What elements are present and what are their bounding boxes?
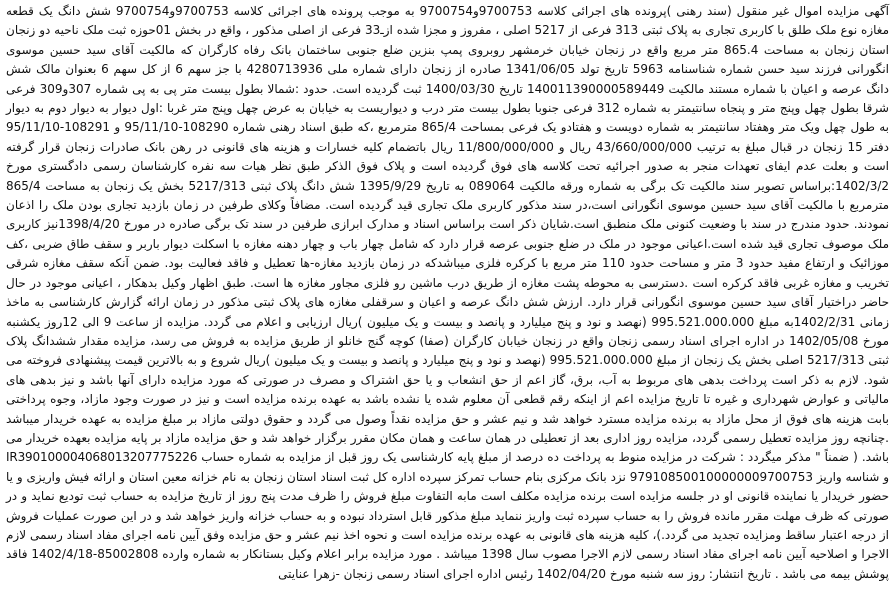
- auction-notice-text: آگهی مزایده اموال غیر منقول (سند رهنی )پرونده های اجرائی کلاسه 9700753و9700754 به موجب پرونده های اجرائی کلاسه 9700753و9700754 شش دانگ یک قطعه مغازه نوع ملک طلق با کاربری تجاری به پلاک ثبتی 313 فرعی از 5217 اصلی ، مفروز و مجزا شده ازـ33 فرعی از اصلی مذکور ، واقع در بخش 01حوزه ثبت ملک ناحیه دو زنجان استان زنجان به مساحت 865.4 متر مربع واقع در زنجان خیابان خرمشهر روبروی پمپ بنزین ضلع جنوبی ساختمان بانک رفاه کارگران که مالکیت آقای سید حسین موسوی انگورانی فرزند سید حسن شماره شناسنامه 5963 تاریخ تولد 1341/06/05 صادره از زنجان دارای شماره ملی 4280713936 با جز سهم 6 از کل سهم 6 بعنوان مالک شش دانگ عرصه و اعیان با شماره مستند مالکیت 140011390000589449 تاریخ 1400/03/30 ثبت گردیده است. حدود :شمالا بطول بیست متر پی به پی شماره 307و309 فرعی شرقا بطول چهل وپنج متر و پنجاه سانتیمتر به شماره 312 فرعی جنوبا بطول بیست متر درب و دیواریست به خیابان به عرض چهل وپنج متر غربا :اول دیوار به دیوار دوم به دیوار به طول چهل ویک متر وهفتاد سانتیمتر به شماره دویست و هفتادو یک فرعی بمساحت 865/4 مترمربع ،که طبق اسناد رهنی شماره 108290-95/11/10 و 108291-95/11/10 دفتر 15 زنجان در قبال مبلغ به ترتیب 43/660/000/000 ریال و 11/800/000/000 ریال باتضمام کلیه خسارات و هزینه های قانونی در رهن بانک صادرات زنجان قرار گرفته است و بعلت عدم ایفای تعهدات منجر به صدور اجرائیه تحت کلاسه های فوق گردیده است و پلاک فوق الذکر طبق نظر هیات سه نفره کارشناسان رسمی دادگستری مورخ 1402/3/2:براساس تصویر سند مالکیت تک برگی به شماره ورقه مالکیت 089064 به تاریخ 1395/9/29 شش دانگ پلاک ثبتی 5217/313 بخش یک زنجان به مساحت 865/4 مترمربع با مالکیت آقای سید حسین موسوی انگورانی است،در سند مذکور کاربری ملک تجاری قید گردیده است. مضافاً وکلای طرفین در زمان بازدید تجاری بودن ملک را اذعان نمودند. حدود مندرج در سند با وضعیت کنونی ملک منطبق است.شایان ذکر است براساس اسناد و مدارک ابرازی طرفین در سند تک برگی صادره در مورخ 1398/4/20نیز کاربری ملک موصوف تجاری قید شده است.اعیانی موجود در ملک در ضلع جنوبی عرصه قرار دارد که شامل چهار باب و چهار دهنه مغازه با اسکلت دیوار باربر و سقف طاق ضربی ،کف موزائیک و ارتفاع مفید حدود 3 متر و مساحت حدود 110 متر مربع با کرکره فلزی میباشدکه در زمان بازدید مغازه-ها تعطیل و فاقد فعالیت بود. ضمن آنکه سقف مغازه شرقی تخریب و مغازه غربی فاقد کرکره است .دسترسی به محوطه پشت مغازه از طریق درب ماشین رو فلزی مجاور مغازه ها است. طبق اظهار وکیل بدهکار ، اعیانی موجود در حال حاضر دراختیار آقای سید حسین موسوی انگورانی قرار دارد. ارزش شش دانگ عرصه و اعیان و سرقفلی مغازه های پلاک ثبتی مذکور در زمان ارائه گزارش کارشناسی به ماخذ زمانی 1402/2/31به مبلغ 995.521.000.000 (نهصد و نود و پنج میلیارد و پانصد و بیست و یک میلیون )ریال ارزیابی و اعلام می گردد. مزایده از ساعت 9 الی 12روز یکشنبه مورخ 1402/05/08 در اداره اجرای اسناد رسمی زنجان واقع در زنجان خیابان کارگران (صفا) کوچه گنج خانلو از طریق مزایده به فروش می رسد، مزایده مقدار ششدانگ پلاک ثبتی 5217/313 اصلی بخش یک زنجان از مبلغ 995.521.000.000 (نهصد و نود و پنج میلیارد و پانصد و بیست و یک میلیون )ریال شروع و به بالاترین قیمت پیشنهادی فروخته می شود. لازم به ذکر است پرداخت بدهی های مربوط به آب، برق، گاز اعم از حق انشعاب و یا حق اشتراک و مصرف در صورتی که مورد مزایده دارای آنها باشد و نیز بدهی های مالیاتی و عوارض شهرداری و غیره تا تاریخ مزایده اعم از اینکه رقم قطعی آن معلوم شده یا نشده باشد به عهده برنده مزایده است و نیز در صورت وجود مازاد، وجوه پرداختی بابت هزینه های فوق از محل مازاد به برنده مزایده مسترد خواهد شد و نیم عشر و حق مزایده نقداً وصول می گردد و حقوق دولتی مازاد بر مبلغ مزایده به عهده خریدار میباشد .چنانچه روز مزایده تعطیل رسمی گردد، مزایده روز اداری بعد از تعطیلی در همان ساعت و همان مکان مقرر برگزار خواهد شد و حق مزایده مازاد بر پایه مزایده بعهده خریدار می باشد. ( ضمناً " مذکر میگردد : شرکت در مزایده منوط به پرداخت ده درصد از مبلغ پایه کارشناسی یک روز قبل از مزایده به شماره حساب IR390100004068013207775226 و شناسه واریز 979108500100000009700753 نزد بانک مرکزی بنام حساب تمرکز سپرده اداره کل ثبت اسناد استان زنجان به نام خزانه معین استان و ارائه فیش واریزی و یا حضور خریدار یا نماینده قانونی او در جلسه مزایده است برنده مزایده مکلف است مابه التفاوت مبلغ فروش را ظرف مدت پنج روز از تاریخ مزایده به حساب ثبت تودیع نماید و در صورتی که ظرف مهلت مقرر مانده فروش را به حساب سپرده ثبت واریز ننماید مبلغ مذکور قابل استرداد نبوده و به حساب خزانه واریز خواهد شد و در این صورت عملیات فروش از درجه اعتبار ساقط ومزایده تجدید می گردد.)، کلیه هزینه های قانونی به عهده برنده مزایده است و نحوه اخذ نیم عشر و حق مزایده وفق آیین نامه اجرای مفاد اسناد رسمی لازم الاجرا و اصلاحیه آیین نامه اجرای مفاد اسناد رسمی لازم الاجرا مصوب سال 1398 میباشد . مورد مزایده برابر اعلام وکیل بستانکار به شماره وارده 85002808-1402/4/18 فاقد پوشش بیمه می باشد . تاریخ انتشار: روز سه شنبه مورخ 1402/04/20 رئیس اداره اجرای اسناد رسمی زنجان -زهرا عنایتی: [6, 4, 890, 581]
